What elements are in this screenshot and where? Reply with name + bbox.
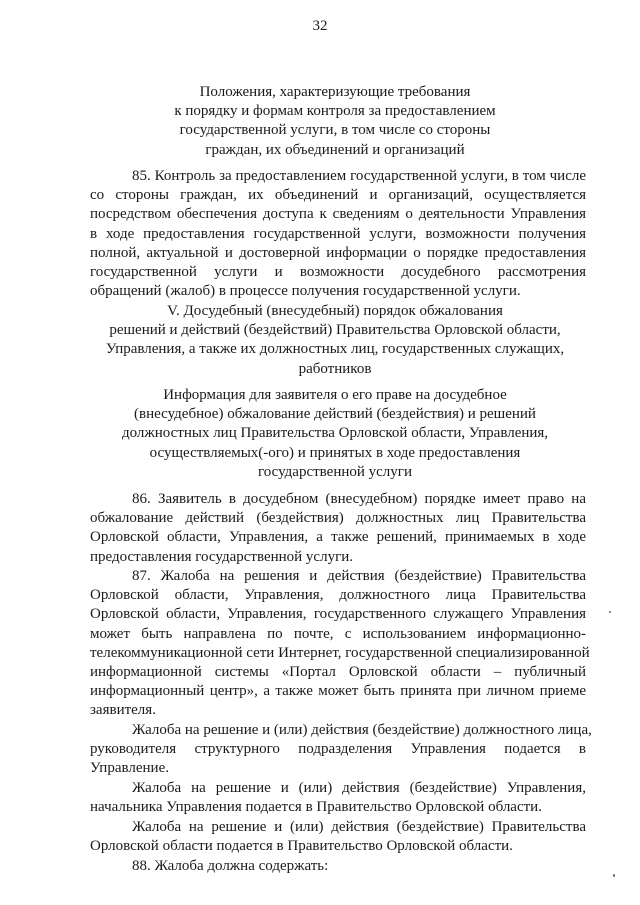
paragraph-line: информационной системы «Портал Орловской области – публичный [90,663,586,680]
paragraph-line: телекоммуникационной сети Интернет, государственной специализированной [90,644,590,661]
paragraph-87-complaint-official [90,721,592,779]
paragraph-line: Орловской области, Управления, должностного лица Правительства [90,587,586,604]
paragraph-line: Жалоба на решение и (или) действия (бездействие) должностного лица, [132,722,592,738]
heading-line: к порядку и формам контроля за предоставлением [174,103,496,120]
heading-line: (внесудебное) обжалование действий (бездействия) и решений [134,406,536,423]
paragraph-line: государственной услуги и возможности досудебного рассмотрения [90,263,586,280]
scan-speck [609,611,611,613]
heading-line: государственной услуги, в том числе со стороны [179,122,491,139]
paragraph-line: в ходе предоставления государственной услуги, возможности получения [90,225,586,242]
paragraph-line: обжалование действий (бездействия) должностных лиц Правительства [90,510,586,527]
heading-line: государственной услуги [258,463,412,480]
paragraph-line: со стороны граждан, их объединений и организаций, осуществляется [90,187,586,204]
paragraph-line: руководителя структурного подразделения Управления подается в [90,741,586,758]
paragraph-line: заявителя. [90,702,156,719]
paragraph-line: Орловской области подается в Правительство Орловской области. [90,838,513,855]
paragraph-87 [90,567,590,721]
paragraph-line: 87. Жалоба на решения и действия (бездействие) Правительства [132,568,586,584]
heading-line: V. Досудебный (внесудебный) порядок обжалования [167,303,503,319]
paragraph-line: 86. Заявитель в досудебном (внесудебном) порядке имеет право на [132,491,586,507]
paragraph-line: Орловской области, Управления, а также решений, принимаемых в ходе [90,529,586,546]
page-number: 32 [312,18,328,34]
paragraph-line: Жалоба на решение и (или) действия (бездействие) Правительства [132,819,586,835]
heading-line: Информация для заявителя о его праве на досудебное [163,387,507,403]
heading-line: решений и действий (бездействий) Правительства Орловской области, [109,322,561,339]
paragraph-line: информационный центр», а также может быть принята при личном приеме [90,683,586,700]
heading-line: осуществляемых(-ого) и принятых в ходе предоставления [149,444,521,461]
paragraph-line: предоставления государственной услуги. [90,548,354,565]
paragraph-line: Управление. [90,760,169,777]
paragraph-line: обращений (жалоб) в процессе получения государственной услуги. [90,283,521,300]
heading-line: Управления, а также их должностных лиц, государственных служащих, [105,341,565,358]
heading-line: должностных лиц Правительства Орловской области, Управления, [121,425,549,442]
heading-line: работников [298,360,372,377]
paragraph-line: Орловской области, Управления, государственного служащего Управления [90,606,586,623]
paragraph-85 [90,167,586,301]
section-heading-applicant-info [90,386,580,482]
heading-line: Положения, характеризующие требования [199,84,471,100]
paragraph-line: 88. Жалоба должна содержать: [132,858,329,874]
paragraph-line: начальника Управления подается в Правительство Орловской области. [90,799,542,816]
section-heading-control-requirements [90,83,580,160]
paragraph-line: полной, актуальной и достоверной информации о порядке предоставления [90,244,586,261]
section-heading-v-appeal [90,302,580,379]
paragraph-86 [90,490,586,567]
scan-speck [613,874,615,877]
heading-line: граждан, их объединений и организаций [205,141,465,158]
paragraph-line: Жалоба на решение и (или) действия (бездействие) Управления, [132,780,586,796]
paragraph-88 [90,857,586,876]
paragraph-87-complaint-government [90,818,586,856]
paragraph-line: посредством обеспечения доступа к сведениям о деятельности Управления [90,206,586,223]
paragraph-line: может быть направлена по почте, с использованием информационно- [90,625,586,642]
paragraph-line: 85. Контроль за предоставлением государственной услуги, в том числе [132,168,586,184]
paragraph-87-complaint-administration [90,779,586,817]
